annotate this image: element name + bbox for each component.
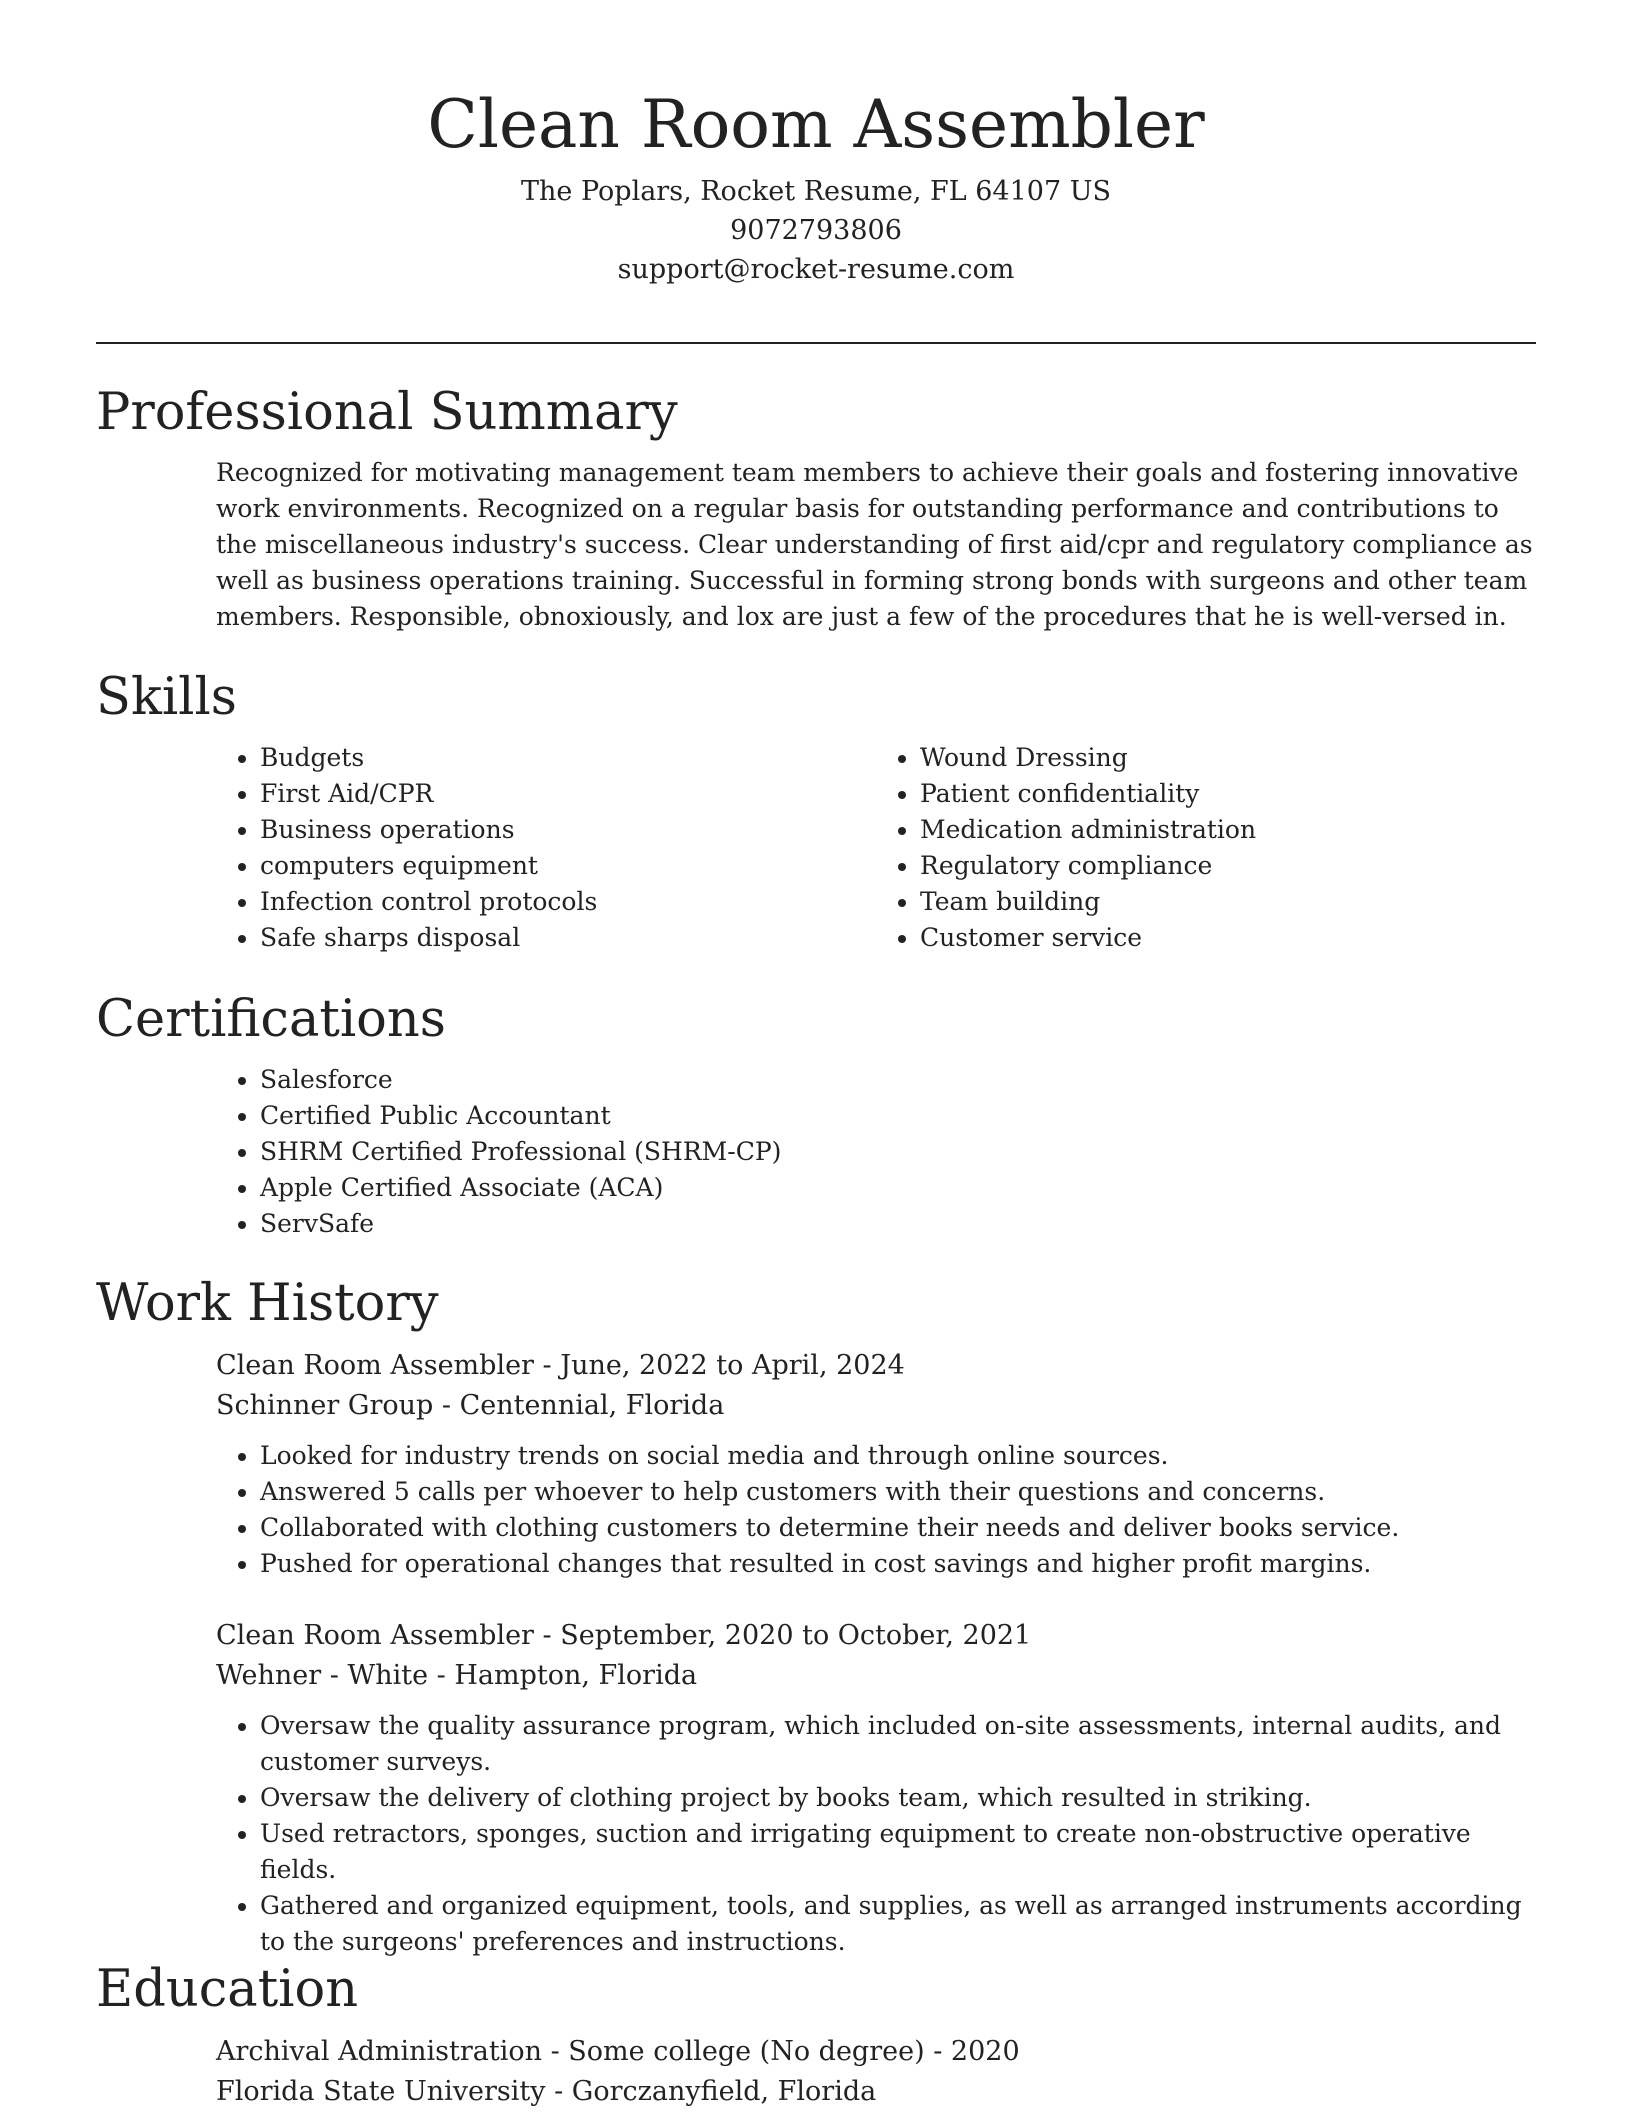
work-history-section [96, 1270, 1536, 1976]
job-employer: Schinner Group - Centennial, Florida [216, 1390, 725, 1421]
education-school: Florida State University - Gorczanyfield, Florida [216, 2076, 877, 2107]
skill-item: • Safe sharps disposal [260, 920, 876, 956]
skill-item: • Regulatory compliance [920, 848, 1536, 884]
skill-item: • Patient confidentiality [920, 776, 1536, 812]
skill-item: • Business operations [260, 812, 876, 848]
skills-list-left [216, 740, 876, 956]
skill-item: • Wound Dressing [920, 740, 1536, 776]
certifications-list [216, 1062, 1536, 1242]
job-title: Clean Room Assembler - September, 2020 to October, 2021 [216, 1620, 1032, 1651]
certification-item: • ServSafe [260, 1206, 1536, 1242]
phone: 9072793806 [730, 215, 902, 246]
skill-item: • Budgets [260, 740, 876, 776]
skill-item: • First Aid/CPR [260, 776, 876, 812]
summary-heading: Professional Summary [96, 383, 678, 442]
job-bullets [216, 1708, 1536, 1960]
skill-item: • computers equipment [260, 848, 876, 884]
certification-item: • Certified Public Accountant [260, 1098, 1536, 1134]
skill-item: • Medication administration [920, 812, 1536, 848]
certifications-section [96, 986, 1536, 1242]
job-bullet: • Collaborated with clothing customers to determine their needs and deliver books service. [260, 1510, 1536, 1546]
job-bullet: • Answered 5 calls per whoever to help customers with their questions and concerns. [260, 1474, 1536, 1510]
skills-list-right [876, 740, 1536, 956]
job-bullet: • Used retractors, sponges, suction and irrigating equipment to create non-obstructive operative fields. [260, 1816, 1536, 1888]
education-section [96, 1956, 1536, 2112]
certifications-heading: Certifications [96, 990, 446, 1049]
email: support@rocket-resume.com [617, 254, 1015, 285]
resume-header [96, 78, 1536, 289]
job-employer: Wehner - White - Hampton, Florida [216, 1660, 698, 1691]
education-degree: Archival Administration - Some college (No degree) - 2020 [216, 2036, 1020, 2067]
job-bullet: • Gathered and organized equipment, tools, and supplies, as well as arranged instruments according to the surgeons' preferences and instructions. [260, 1888, 1536, 1960]
job-bullet: • Oversaw the quality assurance program, which included on-site assessments, internal audits, and customer surveys. [260, 1708, 1536, 1780]
skills-heading: Skills [96, 668, 237, 727]
job-bullet: • Pushed for operational changes that resulted in cost savings and higher profit margins. [260, 1546, 1536, 1582]
skill-item: • Infection control protocols [260, 884, 876, 920]
skill-item: • Customer service [920, 920, 1536, 956]
skill-item: • Team building [920, 884, 1536, 920]
summary-section [96, 379, 1536, 635]
job-bullets [216, 1438, 1536, 1582]
job-bullet: • Looked for industry trends on social media and through online sources. [260, 1438, 1536, 1474]
certification-item: • Apple Certified Associate (ACA) [260, 1170, 1536, 1206]
summary-text: Recognized for motivating management team members to achieve their goals and fostering innovative work environments. Recognized on a regular basis for outstanding performance and contributions to the miscellaneous industry's success. Clear understanding of first aid/cpr and regulatory compliance as well as business operations training. Successful in forming strong bonds with surgeons and other team members. Responsible, obnoxiously, and lox are just a few of the procedures that he is well-versed in. [216, 458, 1533, 631]
education-heading: Education [96, 1960, 359, 2019]
work-history-heading: Work History [96, 1274, 439, 1333]
address: The Poplars, Rocket Resume, FL 64107 US [521, 176, 1111, 207]
header-divider [96, 342, 1536, 344]
job-entry [216, 1346, 1536, 1582]
certification-item: • SHRM Certified Professional (SHRM-CP) [260, 1134, 1536, 1170]
certification-item: • Salesforce [260, 1062, 1536, 1098]
skills-section [96, 664, 1536, 956]
job-title: Clean Room Assembler - June, 2022 to April, 2024 [216, 1350, 905, 1381]
job-entry [216, 1616, 1536, 1960]
job-bullet: • Oversaw the delivery of clothing project by books team, which resulted in striking. [260, 1780, 1536, 1816]
candidate-name: Clean Room Assembler [427, 86, 1205, 163]
